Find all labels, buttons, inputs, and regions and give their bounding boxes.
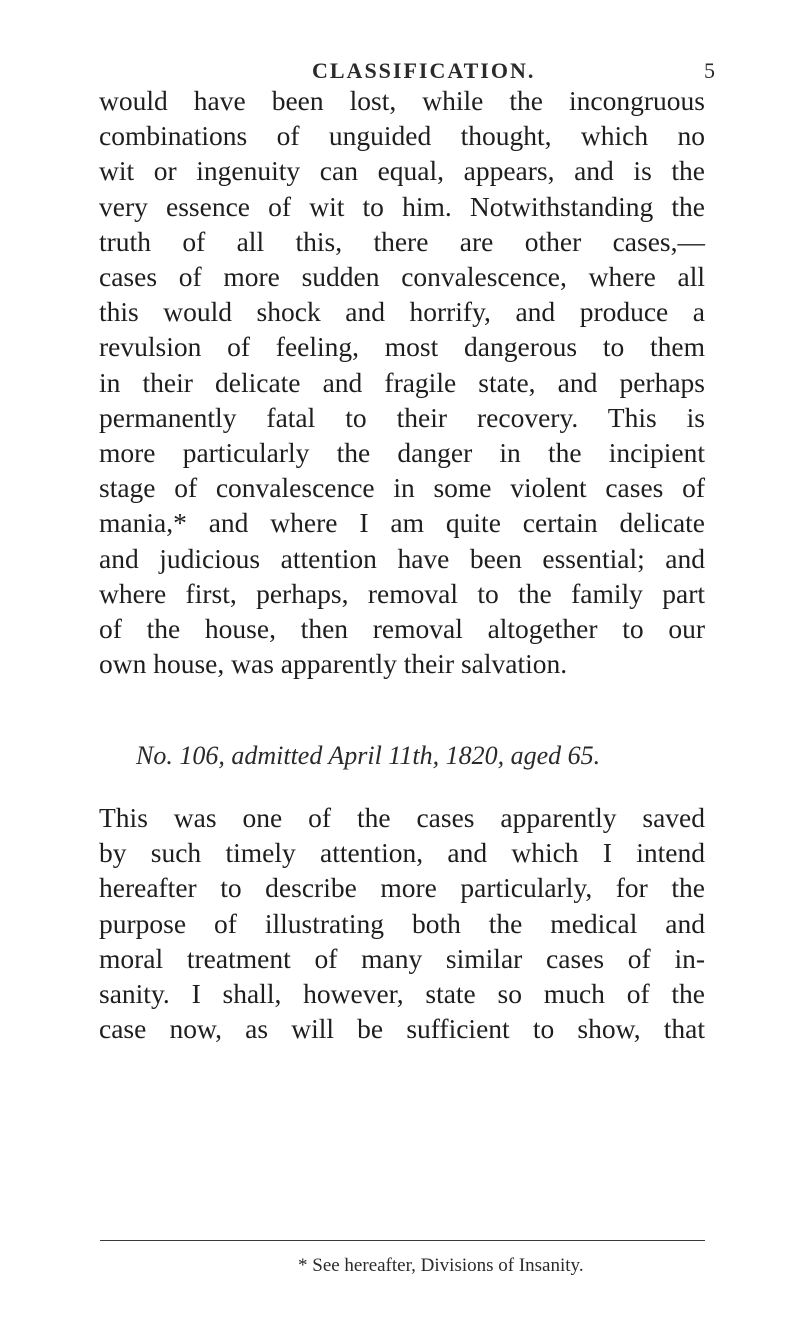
text-line: This was one of the cases apparently saved	[99, 802, 705, 833]
case-heading: No. 106, admitted April 11th, 1820, aged 65.	[136, 741, 601, 770]
text-line: of the house, then removal altogether to our	[99, 613, 705, 645]
text-line: this would shock and horrify, and produce a	[99, 296, 705, 328]
text-line: wit or ingenuity can equal, appears, and is the	[99, 155, 705, 187]
paragraph-2	[99, 800, 705, 1046]
text-line: sanity. I shall, however, state so much of the	[99, 978, 705, 1010]
text-line: in their delicate and fragile state, and perhaps	[99, 366, 705, 398]
text-line: combinations of unguided thought, which no	[99, 120, 705, 152]
text-line: revulsion of feeling, most dangerous to them	[99, 331, 705, 363]
footnote-divider	[100, 1240, 705, 1241]
text-line: own house, was apparently their salvation.	[99, 648, 568, 680]
text-line: hereafter to describe more particularly, for the	[99, 872, 705, 904]
text-line: would have been lost, while the incongruous	[99, 85, 705, 116]
paragraph-1	[99, 83, 705, 681]
text-line: truth of all this, there are other cases,—	[99, 225, 705, 257]
text-line: where first, perhaps, removal to the family part	[99, 577, 705, 609]
running-head-title: CLASSIFICATION.	[312, 58, 536, 83]
text-line: by such timely attention, and which I intend	[99, 837, 705, 869]
page-number: 5	[704, 58, 715, 83]
text-line: case now, as will be sufficient to show, that	[99, 1013, 705, 1045]
text-line: more particularly the danger in the incipient	[99, 437, 705, 469]
footnote: * See hereafter, Divisions of Insanity.	[298, 1255, 584, 1276]
text-line: cases of more sudden convalescence, where all	[99, 261, 705, 293]
text-line: very essence of wit to him. Notwithstanding the	[99, 190, 705, 222]
text-line: stage of convalescence in some violent cases of	[99, 472, 705, 504]
text-line: purpose of illustrating both the medical and	[99, 907, 705, 939]
text-line: mania,* and where I am quite certain delicate	[99, 507, 705, 539]
text-line: moral treatment of many similar cases of in-	[99, 942, 705, 974]
text-line: and judicious attention have been essential; and	[99, 542, 705, 574]
text-line: permanently fatal to their recovery. This is	[99, 401, 705, 433]
